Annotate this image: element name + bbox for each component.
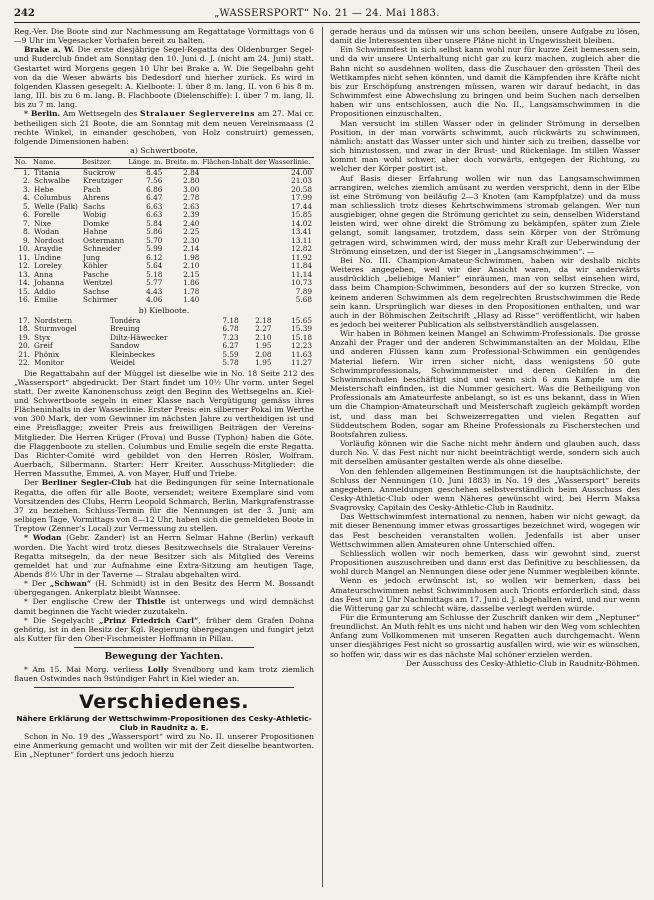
cell-owner: Schneider: [83, 244, 121, 254]
paragraph-wodan: * Wodan (Gebr. Zander) ist an Herrn Selmar Hahne (Berlin) verkauft worden. Die Yacht wird trotz dieses Besitzwechsels die Stralauer Vereins-Regatta mitsegeln, da der neue Besitzer sich als Mitglied des Vereins gemeldet hat und zur Aufnahme eine Extra-Sitzung am heutigen Tage, Abends 8½ Uhr in der Taverne — Stralau abgehalten wird.: [14, 533, 314, 579]
cell-no: 21.: [18, 349, 30, 359]
cell-length: 5.77: [146, 278, 163, 288]
cell-owner: Sachse: [83, 286, 110, 296]
cell-name: Forelle: [34, 210, 60, 220]
cell-name: Nordstern: [34, 315, 73, 325]
paragraph-brake: Brake a. W. Die erste diesjährige Segel-Regatta des Oldenburger Segel- und Ruderclub findet am Sonntag den 10. Juni d. J. (nicht am 24. Juni) statt. Gestartet wird Morgens gegen 10 Uhr bei Brake a. W. Die Segelbahn geht von da die Weser abwärts bis Dedesdorf und hierher zurück. Es wird in folgenden Klassen gesegelt: A. Kielboote: I. über 8 m. lang, II. von 6 bis 8 m. lang, III. bis zu 6 m. lang. B. Flachboote (Dielenschiffe): I. über 7 m. lang, II. bis zu 7 m. lang.: [14, 45, 314, 110]
cell-length: 5.99: [146, 244, 163, 254]
cell-owner: Sachs: [83, 201, 105, 211]
cell-width: 2.15: [183, 269, 200, 279]
cell-owner: Suckrow: [83, 167, 116, 177]
page-number: 242: [14, 8, 35, 19]
paragraph-langsamschwimmen: Auf Basis dieser Erfahrung wollen wir nun das Langsamschwimmen arrangiren, welches ziemlich amüsant zu werden verspricht, denn in der Elbe ist eine Strömung von beiläufig 2—3 Knoten (am Kampfplatze) und da muss man schliesslich trotz dieses Kehrtschwimmens stromab gelangen. Wer nun ausgiebiger, ohne gegen die Strömung gerichtet zu sein, denselben Widerstand leisten wird, wer ohne direkt die Strömung zu bekämpfen, später zum Ziele gelangt, somit langsamer, trotzdem, dass sein Körper von der Strömung getragen wird, schwimmen wird, der muss mehr Kraft zur Ueberwindung der Strömung einsetzen, und der ist Sieger in „Langsamschwimmen“. —: [330, 173, 640, 256]
table-row: [14, 220, 314, 229]
cell-no: 17.: [18, 315, 30, 325]
cell-area: 14.02: [291, 218, 312, 228]
cell-length: 5.78: [222, 358, 239, 368]
cell-no: 2.: [23, 176, 30, 186]
cell-area: 12.82: [291, 244, 312, 254]
cell-width: 2.25: [183, 227, 200, 237]
cell-no: 16.: [18, 295, 30, 305]
cell-area: 13.11: [291, 235, 312, 245]
cell-name: Titania: [34, 167, 60, 177]
table-row: [14, 288, 314, 297]
cell-width: 1.40: [183, 295, 200, 305]
cell-length: 8.45: [146, 167, 163, 177]
cell-name: Undine: [34, 252, 61, 262]
table-row: [14, 211, 314, 220]
paragraph-regattabahn: Die Regattabahn auf der Müggel ist dieselbe wie in No. 18 Seite 212 des „Wassersport“ abgedruckt. Der Start findet um 10½ Uhr vorm. unter Segel statt. Der zweite Kanonenschuss zeigt den Beginn des Wettsegelns an. Kiel- und Schwertboote segeln in einer Klasse nach Vergütigung gemäss ihres Flächeninhalts in der Wasserlinie. Erster Preis: ein silberner Pokal im Werthe von 300 Mark, der vom Gewinner im nächsten Jahre zu vertheidigen ist und eine Preisflagge; zweiter Preis aus freiwilligen Beiträgen der Vereins-Mitglieder. Die Herren Krüger (Frova) und Busse (Typhon) haben die Göte. die Flaggenboote zu stellen. Columbus und Emilie segeln die erste Regatta. Das Richter-Comité wird gebildet von den Herren Rösler, Wolfram. Auerbach, Silbermann. Starter: Herr Kreiter. Ausschuss-Mitglieder: die Herren Massuthe, Emmei, A. von Mayer, Huff und Triebe.: [14, 368, 314, 479]
cell-width: 2.80: [183, 176, 200, 186]
paragraph-schwan: * Der „Schwan“ (H. Schmidt) ist in den Besitz des Herrn M. Bossandt übergegangen. Ankerplatz bleibt Wannsee.: [14, 579, 314, 598]
cell-owner: Pasche: [83, 269, 109, 279]
cell-name: Loreley: [34, 261, 62, 271]
cell-length: 5.86: [146, 227, 163, 237]
cell-owner: Weidel: [110, 358, 136, 368]
cell-no: 6.: [23, 210, 30, 220]
cell-width: 2.84: [183, 167, 200, 177]
brake-heading: Brake a. W.: [24, 45, 75, 55]
cell-no: 5.: [23, 201, 30, 211]
cell-name: Nordost: [34, 235, 65, 245]
cell-no: 1.: [23, 167, 30, 177]
cell-owner: Jung: [83, 252, 101, 262]
cell-name: Columbus: [34, 193, 72, 203]
bewegung-heading: Bewegung der Yachten.: [104, 652, 224, 663]
cell-width: 2.10: [183, 261, 200, 271]
masthead-title: „WASSERSPORT“ No. 21 — 24. Mai 1883.: [214, 8, 440, 19]
paragraph-berlin: * Berlin. Am Wettsegeln des Stralauer Seglervereins am 27. Mai cr. betheiligen sich 21 Boote, die am Sonntag mit dem neuen Vereinsmaass (2 rechte Winkel, in einander geschoben, von Holz construirt) gemessen, folgende Dimensionen haben:: [14, 109, 314, 146]
cell-area: 20.58: [291, 184, 312, 194]
paragraph-tricots: Wenn es jedoch erwünscht ist, so wollen wir bemerken, dass bei Amateurschwimmen nebst Schwimmhosen auch Tricots erforderlich sind, dass das Fest um 2 Uhr Nachmittags am 17. Juni d. J. abgehalten wird, und nur wenn die Witterung gar zu schlecht wäre, dasselbe verlegt werden würde.: [330, 576, 640, 613]
paragraph-international: Das Wettschwimmfest international zu nennen, haben wir nicht gewagt, da mit dieser Benennung immer etwas grossartiges bezeichnet wird, wogegen wir das Fest bescheiden veranstalten wollen. Jedenfalls ist aber unser Wettschwimmen allen Amateuren ohne Unterschied offen.: [330, 512, 640, 549]
cell-owner: Pach: [83, 184, 101, 194]
cell-name: Schwalbe: [34, 176, 70, 186]
stralau-club-name: Stralauer Seglervereins: [139, 109, 255, 119]
col-header-no: No.: [14, 158, 32, 169]
cell-name: Araydie: [34, 244, 63, 254]
schwertboote-title: a) Schwertboote.: [130, 146, 198, 156]
cell-length: 5.84: [146, 218, 163, 228]
paragraph-bestimmungen: Von den fehlenden allgemeinen Bestimmungen ist die hauptsächlichste, der Schluss der Nennungen (10. Juni 1883) in No. 19 des „Wassersport“ bereits angegeben. Anmeldungen geschehen selbstverständlich beim Ausschuss des Cesky-Athletic-Club oder wenn Näheres gewünscht wird, bei Herrn Maksa Svagrovsky, Capitain des Cesky-Athletic-Club in Raudnitz.: [330, 466, 640, 513]
col-header-area: Flächen-Inhalt der Wasserlinie.: [201, 158, 314, 169]
cell-width: 1.95: [255, 358, 272, 368]
cell-no: 18.: [18, 324, 30, 334]
cell-width: 2.78: [183, 193, 200, 203]
cell-length: 6.63: [146, 210, 163, 220]
page-header: [14, 8, 640, 23]
paragraph-thistle: * Der englische Crew der Thistle ist unterwegs und wird demnächst damit beginnen die Yacht wieder zuzutakeln.: [14, 597, 314, 616]
cell-length: 5.64: [146, 261, 163, 271]
cell-no: 15.: [18, 286, 30, 296]
cell-width: 2.39: [183, 210, 200, 220]
paragraph-champion: Bei No. III. Champion-Amateur-Schwimmen, haben wir deshalb nichts Weiteres angegeben, weil wir der Ansicht waren, da wir anderwärts ausdrücklich „beliebige Manier“ einräumen, man von selbst einsehen wird, dass beim Champion-Schwimmen, besonders auf der so kurzen Strecke, von keinem anderen Schwimmen als dem regelrechten Brustschwimmen die Rede sein kann. Ursprünglich war dieses in den Propositionen enthalten, und war auch in der Böhmischen Zeitschrift „Hlasy ad Risse“ veröffentlicht, wir haben es jedoch bei weiterer Publication als selbstverständlich ausgelassen.: [330, 255, 640, 329]
col-header-owner: Besitzer.: [81, 158, 127, 169]
col-header-name: Name.: [32, 158, 81, 169]
cell-length: 7.56: [146, 176, 163, 186]
cell-length: 5.70: [146, 235, 163, 245]
cell-area: 12.23: [291, 341, 312, 351]
cell-area: 21.03: [291, 176, 312, 186]
paragraph-berliner-segler-club: Der Berliner Segler-Club hat die Bedingungen für seine Internationale Regatta, die offen für alle Boote, versendet; weitere Exemplare sind vom Vorsitzenden des Clubs, Herrn Leopold Schmarch, Berlin, Markgrafenstrasse 37 zu beziehen. Schluss-Termin für die Nennungen ist der 3. Juni; am selbigen Tage, Vormittags von 8—12 Uhr, haben sich die gemeldeten Boote in Treptow (Zenner’s Local) zur Vermessung zu stellen.: [14, 478, 314, 534]
cell-length: 5.18: [146, 269, 163, 279]
cell-owner: Domke: [83, 218, 109, 228]
cell-length: 6.78: [222, 324, 239, 334]
cell-owner: Tondéra: [110, 315, 141, 325]
cell-owner: Diltz-Häwecker: [110, 332, 168, 342]
cell-owner: Hahne: [83, 227, 108, 237]
cell-area: 7.89: [295, 286, 312, 296]
cell-no: 11.: [18, 252, 30, 262]
cell-name: Phönix: [34, 349, 60, 359]
cell-owner: Breuing: [110, 324, 140, 334]
cell-length: 6.47: [146, 193, 163, 203]
kielboote-title: b) Kielboote.: [138, 305, 190, 315]
col-header-length: Länge. m.: [128, 158, 163, 167]
table-row: [14, 177, 314, 186]
boat-dimensions-table: [14, 157, 314, 305]
cell-area: 24.00: [291, 167, 312, 177]
cell-name: Styx: [34, 332, 51, 342]
cell-owner: Sandow: [110, 341, 140, 351]
cell-width: 2.63: [183, 201, 200, 211]
cell-area: 11.14: [291, 269, 312, 279]
table-header-row: [14, 158, 314, 169]
cell-name: Anna: [34, 269, 54, 279]
cell-length: 6.63: [146, 201, 163, 211]
cell-no: 13.: [18, 269, 30, 279]
cell-length: 6.86: [146, 184, 163, 194]
cell-area: 11.27: [291, 358, 312, 368]
cell-area: 11.84: [291, 261, 312, 271]
cell-owner: Schirmer: [83, 295, 118, 305]
cell-length: 6.27: [222, 341, 239, 351]
cell-width: 2.40: [183, 218, 200, 228]
cell-no: 10.: [18, 244, 30, 254]
column-divider: [322, 27, 323, 887]
schwertboote-rows: [14, 168, 314, 305]
section-rule: [74, 647, 254, 648]
cell-width: 2.30: [183, 235, 200, 245]
cell-name: Addio: [34, 286, 56, 296]
cell-owner: Wentzel: [83, 278, 113, 288]
cell-area: 10.73: [291, 278, 312, 288]
cell-length: 4.06: [146, 295, 163, 305]
cell-no: 22.: [18, 358, 30, 368]
cell-name: Johanna: [34, 278, 65, 288]
cell-area: 11.63: [291, 349, 312, 359]
cell-width: 2.27: [255, 324, 272, 334]
paragraph-schliesslich: Schliesslich wollen wir noch bemerken, dass wir gewohnt sind, zuerst Propositionen auszuschreiben und dann erst das Definitive zu beschliessen, da wohl durch Mangel an Nennungen diese oder jene Nummer wegbleiben könnte.: [330, 548, 640, 577]
cell-length: 4.43: [146, 286, 163, 296]
cell-no: 3.: [23, 184, 30, 194]
cell-no: 20.: [18, 341, 30, 351]
cell-no: 7.: [23, 218, 30, 228]
cell-width: 2.10: [255, 332, 272, 342]
cell-width: 1.98: [183, 252, 200, 262]
verschiedenes-heading: Verschiedenes.: [79, 690, 249, 713]
cell-area: 17.99: [291, 193, 312, 203]
table-row: [14, 296, 314, 305]
cell-name: Greif: [34, 341, 53, 351]
paragraph-continuation: gerade heraus und da müssen wir uns schon beeilen, unsere Aufgabe zu lösen, damit die Interessenten über unsere Pläne nicht in Ungewissheit bleiben.: [330, 27, 640, 46]
cell-owner: Kleinbeckes: [110, 349, 155, 359]
cell-width: 3.00: [183, 184, 200, 194]
paragraph-lolly: * Am 15. Mai Morg. verliess Lolly Svendborg und kam trotz ziemlich flauen Ostwindes nach 9stündiger Fahrt in Kiel wieder an.: [14, 665, 314, 684]
cell-width: 2.18: [255, 315, 272, 325]
cell-no: 12.: [18, 261, 30, 271]
left-column: [14, 27, 314, 759]
cell-owner: Wobig: [83, 210, 107, 220]
cell-area: 13.41: [291, 227, 312, 237]
berliner-club-name: Berliner Segler-Club: [41, 478, 132, 488]
paragraph-prinz-friedrich-carl: * Die Segelyacht „Prinz Friedrich Carl“, früher dem Grafen Dohna gehörig, ist in den Besitz der Kgl. Regierung übergegangen und fungirt jetzt als Kutter für den Ober-Fischmeister Hoffmann in Pillau.: [14, 615, 315, 644]
cell-owner: Ostermann: [83, 235, 125, 245]
cell-width: 2.08: [255, 349, 272, 359]
paragraph-vegesack: Reg.-Ver. Die Boote sind zur Nachmessung am Regattatage Vormittags von 6—9 Uhr im Vegesacker Vorhafen bereit zu halten.: [14, 27, 314, 46]
cell-length: 5.59: [222, 349, 239, 359]
cell-no: 14.: [18, 278, 30, 288]
cell-area: 11.92: [291, 252, 312, 262]
cell-area: 5.68: [295, 295, 312, 305]
cell-name: Welle (Falk): [34, 201, 78, 211]
cell-area: 17.44: [291, 201, 312, 211]
paragraph-schwimmfest: Ein Schwimmfest in sich selbst kann wohl nur für kurze Zeit bemessen sein, und da wir unsere Unterhaltung nicht gar zu kurz machen, zugleich aber die Bahn nicht so ausdehnen wollten, dass die Zuschauer den grössten Theil des Wettkampfes nicht sehen könnten, und damit die Kämpfenden ihre Kräfte nicht bis zur Erschöpfung anstrengen müssen, waren wir darauf bedacht, in das Schwimmfest eine Abwechslung zu bringen und beim Suchen nach derselben haben wir uns entschlossen, auch die No. II., Langsamschwimmen in die Propositionen einzuschalten.: [330, 45, 640, 119]
table-row: [14, 262, 314, 271]
cell-no: 8.: [23, 227, 30, 237]
cell-width: 1.78: [183, 286, 200, 296]
section-rule: [34, 687, 294, 688]
table-row: [14, 359, 314, 368]
cell-length: 6.12: [146, 252, 163, 262]
cell-area: 15.39: [291, 324, 312, 334]
table-row: [14, 279, 314, 288]
kielboote-table: [14, 317, 314, 368]
cell-length: 7.23: [222, 332, 239, 342]
cell-width: 1.95: [255, 341, 272, 351]
cell-owner: Kreutziger: [83, 176, 123, 186]
paragraph-rueckwaerts: Man versucht im stillen Wasser oder in gelinder Strömung in derselben Position, in der man vorwärts schwimmt, auch rückwärts zu schwimmen, nämlich: anstatt das Wasser unter sich und hinter sich zu treiben, dasselbe vor sich hinzustossen, und zwar in der Brust- und Rückenlage. Im stillen Wasser kommt man wohl schwer, aber doch vorwärts, entgegen der Richtung, zu welcher der Körper postirt ist.: [330, 118, 640, 174]
paragraph-ermunterung: Für die Ermunterung am Schlusse der Zuschrift danken wir dem „Neptuner“ freundlichst. An Muth fehlt es uns nicht und haben wir den Weg vom schlechten Anfang zum Vollkommenen mit unseren Regatten auch durchgemacht. Wenn unser diesjähriges Fest nicht so grossartig ausfallen wird, wie wir es wünschen, so hoffen wir, dass wir es das nächste Mal schöner erzielen werden.: [330, 613, 640, 659]
cell-no: 9.: [23, 235, 30, 245]
cell-length: 7.18: [222, 315, 239, 325]
cell-name: Monitor: [34, 358, 64, 368]
cell-width: 2.14: [183, 244, 200, 254]
cell-name: Hebe: [34, 184, 54, 194]
cell-owner: Köhler: [83, 261, 108, 271]
cell-name: Sturmvogel: [34, 324, 77, 334]
cell-area: 15.65: [291, 315, 312, 325]
cell-area: 15.18: [291, 332, 312, 342]
paragraph-vorlaeufig: Vorläufig können wir die Sache nicht mehr ändern und glauben auch, dass durch No. V. das Fest nicht nur nicht beeinträchtigt werde, sondern sich auch mit derselben amüsanter gestalten werde als ohne dieselbe.: [330, 439, 640, 467]
signature: Der Ausschuss des Cesky-Athletic-Club in Raudnitz-Böhmen.: [405, 658, 640, 668]
cell-no: 4.: [23, 193, 30, 203]
cell-no: 19.: [18, 332, 30, 342]
paragraph-neptuner: Schon in No. 19 des „Wassersport“ wird zu No. II. unserer Propositionen eine Anmerkung gemacht und wollten wir mit der Zeit dieselbe beantworten. Ein „Neptuner“ fordert uns jedoch hierzu: [14, 731, 314, 759]
cell-name: Emilie: [34, 295, 58, 305]
cell-owner: Ahrens: [83, 193, 110, 203]
cesky-subheading: Nähere Erklärung der Wettschwimm-Propositionen des Cesky-Athletic-Club in Raudnitz a. E.: [16, 713, 312, 732]
cell-width: 1.86: [183, 278, 200, 288]
col-header-width: Breite. m.: [165, 158, 200, 167]
cell-name: Nixe: [34, 218, 52, 228]
kielboote-rows: [14, 317, 314, 368]
cell-area: 15.85: [291, 210, 312, 220]
berlin-heading: * Berlin.: [24, 109, 61, 119]
right-column: [330, 27, 640, 668]
cell-name: Wodan: [34, 227, 60, 237]
paragraph-professionals: Wir haben in Böhmen keinen Mangel an Schwimm-Professionals. Die grosse Anzahl der Prager und der anderen Schwimmanstalten an der Moldau, Elbe und anderen Flüssen kann zum Professional-Schwimmen ein genügendes Material liefern. Wir irren sicher nicht, dass wenigstens 50 gute Schwimmprofessionals, Schwimmmeister und deren Gehilfen in den Schwimmschulen beschäftigt sind und wenn sich 6 zum Kampfe um die Meisterschaft einfinden, ist die Nummer gesichert. Was die Betheiligung von Professionals am Amateurfeste anbelangt, so ist es uns bekannt, dass in Wien um die Champion-Amateurschaft und Meisterschaft zugleich gekämpft worden ist, und dass man bei Schweizerregatten und vielen Regatten auf Süddeutschem Boden, sogar am Rheine Professionals zu Fischerstechen und Bootsfahren zuliess.: [330, 329, 640, 439]
